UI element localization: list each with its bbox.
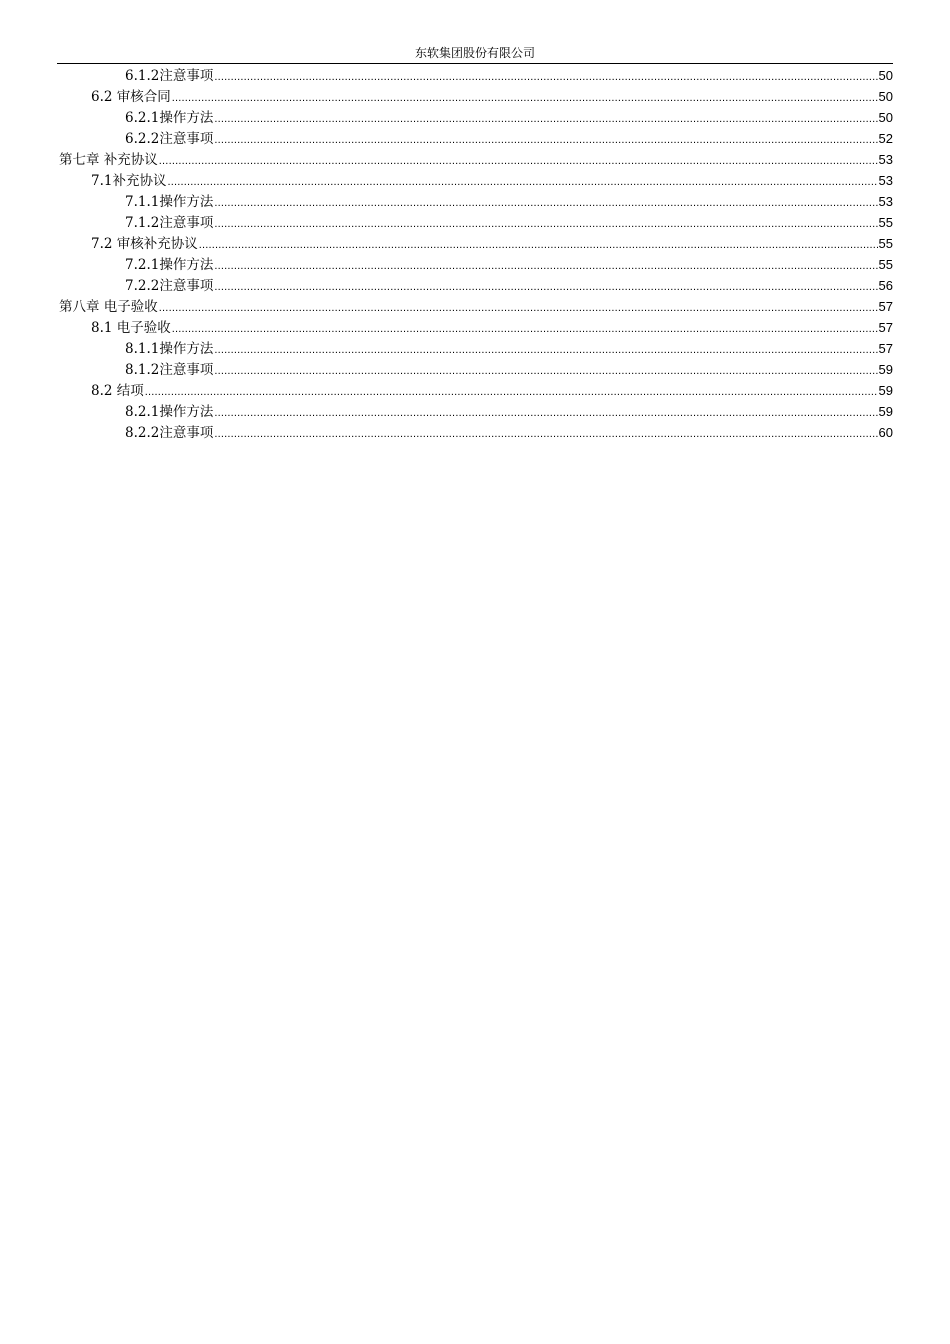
toc-entry-page: 57 <box>878 299 893 314</box>
toc-entry-label: 7.1.1操作方法 <box>125 194 214 210</box>
toc-entry-page: 52 <box>878 131 893 146</box>
toc-entry-label: 8.1.1操作方法 <box>125 341 214 357</box>
toc-entry[interactable] <box>57 359 893 380</box>
toc-entry-label: 8.1 电子验收 <box>91 320 171 336</box>
toc-entry-label: 8.2.2注意事项 <box>125 425 214 441</box>
toc-entry-page: 53 <box>878 194 893 209</box>
toc-entry[interactable] <box>57 233 893 254</box>
toc-entry[interactable] <box>57 128 893 149</box>
toc-entry-page: 59 <box>878 383 893 398</box>
toc-entry-page: 50 <box>878 68 893 83</box>
toc-dot-leader <box>214 277 877 298</box>
toc-entry-label: 第七章 补充协议 <box>59 152 158 168</box>
toc-entry[interactable] <box>57 65 893 86</box>
toc-entry-page: 57 <box>878 320 893 335</box>
toc-dot-leader <box>159 151 878 172</box>
toc-entry-page: 59 <box>878 404 893 419</box>
toc-dot-leader <box>214 214 877 235</box>
toc-entry-label: 6.1.2注意事项 <box>125 68 214 84</box>
page-header <box>57 44 893 64</box>
toc-entry[interactable] <box>57 296 893 317</box>
toc-entry-label: 7.2 审核补充协议 <box>91 236 198 252</box>
toc-entry-label: 8.1.2注意事项 <box>125 362 214 378</box>
toc-entry[interactable] <box>57 401 893 422</box>
toc-dot-leader <box>214 424 877 445</box>
toc-entry-label: 6.2.1操作方法 <box>125 110 214 126</box>
toc-dot-leader <box>167 172 877 193</box>
toc-dot-leader <box>214 109 877 130</box>
toc-entry-page: 55 <box>878 236 893 251</box>
toc-entry-label: 7.1补充协议 <box>91 173 167 189</box>
toc-entry-label: 8.2.1操作方法 <box>125 404 214 420</box>
toc-entry[interactable] <box>57 275 893 296</box>
toc-entry-label: 7.2.2注意事项 <box>125 278 214 294</box>
toc-dot-leader <box>214 256 877 277</box>
toc-entry-page: 50 <box>878 110 893 125</box>
toc-dot-leader <box>199 235 878 256</box>
toc-entry[interactable] <box>57 212 893 233</box>
toc-entry-page: 56 <box>878 278 893 293</box>
toc-entry-page: 55 <box>878 257 893 272</box>
toc-entry-label: 8.2 结项 <box>91 383 144 399</box>
toc-entry[interactable] <box>57 149 893 170</box>
toc-entry-label: 第八章 电子验收 <box>59 299 158 315</box>
toc-entry[interactable] <box>57 254 893 275</box>
toc-entry[interactable] <box>57 338 893 359</box>
toc-entry-page: 50 <box>878 89 893 104</box>
toc-dot-leader <box>214 67 877 88</box>
toc-entry[interactable] <box>57 170 893 191</box>
toc-dot-leader <box>214 193 877 214</box>
toc-entry-page: 55 <box>878 215 893 230</box>
toc-entry-label: 7.2.1操作方法 <box>125 257 214 273</box>
toc-dot-leader <box>159 298 878 319</box>
toc-dot-leader <box>214 130 877 151</box>
toc-dot-leader <box>145 382 878 403</box>
toc-dot-leader <box>214 403 877 424</box>
toc-dot-leader <box>214 340 877 361</box>
toc-entry[interactable] <box>57 191 893 212</box>
toc-entry[interactable] <box>57 317 893 338</box>
toc-entry-page: 59 <box>878 362 893 377</box>
toc-entry-page: 53 <box>878 152 893 167</box>
toc-entry[interactable] <box>57 380 893 401</box>
toc-entry[interactable] <box>57 107 893 128</box>
toc-entry[interactable] <box>57 422 893 443</box>
toc-entry-page: 60 <box>878 425 893 440</box>
toc-dot-leader <box>172 88 878 109</box>
toc-entry-label: 6.2.2注意事项 <box>125 131 214 147</box>
table-of-contents <box>57 65 893 443</box>
toc-entry-label: 6.2 审核合同 <box>91 89 171 105</box>
toc-dot-leader <box>172 319 878 340</box>
toc-entry[interactable] <box>57 86 893 107</box>
toc-dot-leader <box>214 361 877 382</box>
toc-entry-page: 53 <box>878 173 893 188</box>
toc-entry-page: 57 <box>878 341 893 356</box>
toc-entry-label: 7.1.2注意事项 <box>125 215 214 231</box>
company-name: 东软集团股份有限公司 <box>414 46 535 60</box>
